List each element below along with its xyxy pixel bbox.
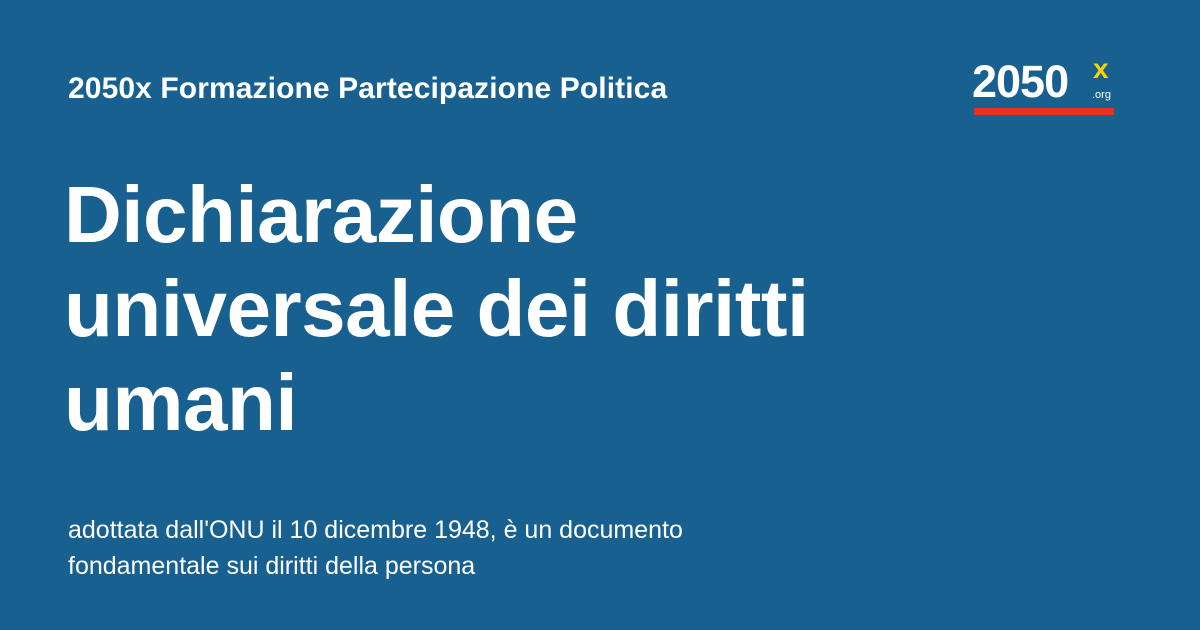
page-description: adottata dall'ONU il 10 dicembre 1948, è un documento fondamentale sui diritti della persona [68, 516, 683, 580]
site-label: 2050x Formazione Partecipazione Politica [68, 72, 668, 105]
logo-x: x [1093, 53, 1109, 84]
logo-underline-bar [974, 108, 1114, 115]
page-title: Dichiarazione universale dei diritti umani [64, 170, 809, 447]
logo-number: 2050 [972, 56, 1069, 107]
brand-logo[interactable] [972, 53, 1116, 118]
logo-domain: .org [1092, 89, 1111, 101]
